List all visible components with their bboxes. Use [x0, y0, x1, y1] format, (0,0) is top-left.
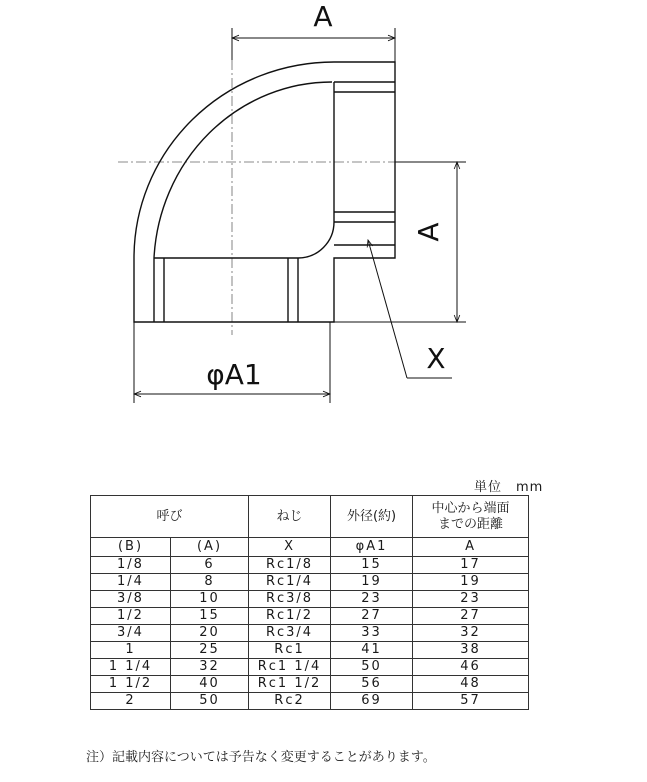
size-a-cell: 15	[171, 608, 249, 625]
header-thread: ねじ	[249, 496, 331, 538]
size-a-cell: 10	[171, 591, 249, 608]
table-row	[91, 625, 529, 642]
dimension-top	[232, 28, 395, 62]
table-row	[91, 591, 529, 608]
size-b-cell: 3/4	[91, 625, 171, 642]
outer-diameter-cell: 33	[331, 625, 413, 642]
thread-cell: Rc1/2	[249, 608, 331, 625]
outer-diameter-cell: 23	[331, 591, 413, 608]
size-b-cell: 1/4	[91, 574, 171, 591]
outer-diameter-cell: 15	[331, 557, 413, 574]
dimension-top-label: A	[313, 0, 333, 33]
table-row	[91, 676, 529, 693]
thread-cell: Rc1/8	[249, 557, 331, 574]
dimension-right-label: A	[412, 222, 445, 242]
thread-cell: Rc1/4	[249, 574, 331, 591]
size-a-cell: 40	[171, 676, 249, 693]
size-b-cell: 1 1/2	[91, 676, 171, 693]
spec-table	[90, 495, 529, 710]
outer-diameter-cell: 50	[331, 659, 413, 676]
center-lines	[118, 60, 410, 335]
thread-cell: Rc3/4	[249, 625, 331, 642]
table-row	[91, 574, 529, 591]
table-row	[91, 659, 529, 676]
size-b-cell: 3/8	[91, 591, 171, 608]
thread-cell: Rc3/8	[249, 591, 331, 608]
subheader-x: X	[249, 538, 331, 557]
distance-cell: 48	[413, 676, 529, 693]
dimension-bottom-label: φA1	[206, 358, 262, 391]
header-outer-diameter: 外径(約)	[331, 496, 413, 538]
table-header-row	[91, 496, 529, 538]
table-subheader-row	[91, 538, 529, 557]
size-b-cell: 1	[91, 642, 171, 659]
subheader-a1: φA1	[331, 538, 413, 557]
distance-cell: 38	[413, 642, 529, 659]
header-center-to-end-line1: 中心から端面	[431, 500, 510, 516]
unit-label: 単位 mm	[474, 480, 544, 495]
size-a-cell: 20	[171, 625, 249, 642]
subheader-a: (A)	[171, 538, 249, 557]
size-b-cell: 2	[91, 693, 171, 710]
table-row	[91, 693, 529, 710]
header-center-to-end	[413, 496, 529, 538]
distance-cell: 27	[413, 608, 529, 625]
thread-cell: Rc1 1/4	[249, 659, 331, 676]
size-a-cell: 32	[171, 659, 249, 676]
table-row	[91, 608, 529, 625]
distance-cell: 17	[413, 557, 529, 574]
distance-cell: 46	[413, 659, 529, 676]
distance-cell: 23	[413, 591, 529, 608]
outer-diameter-cell: 41	[331, 642, 413, 659]
size-b-cell: 1 1/4	[91, 659, 171, 676]
thread-cell: Rc1 1/2	[249, 676, 331, 693]
distance-cell: 57	[413, 693, 529, 710]
size-a-cell: 50	[171, 693, 249, 710]
header-nominal: 呼び	[91, 496, 249, 538]
outer-diameter-cell: 27	[331, 608, 413, 625]
dimension-right	[334, 162, 466, 322]
distance-cell: 32	[413, 625, 529, 642]
outer-diameter-cell: 19	[331, 574, 413, 591]
outer-diameter-cell: 56	[331, 676, 413, 693]
disclaimer-note: 注）記載内容については予告なく変更することがあります。	[86, 750, 436, 765]
size-b-cell: 1/2	[91, 608, 171, 625]
elbow-body	[134, 62, 395, 322]
table-row	[91, 642, 529, 659]
thread-cell: Rc1	[249, 642, 331, 659]
header-center-to-end-line2: までの距離	[438, 516, 504, 532]
outer-diameter-cell: 69	[331, 693, 413, 710]
table-row	[91, 557, 529, 574]
size-a-cell: 8	[171, 574, 249, 591]
distance-cell: 19	[413, 574, 529, 591]
subheader-b: (B)	[91, 538, 171, 557]
subheader-dist: A	[413, 538, 529, 557]
thread-leader-label: X	[426, 342, 446, 375]
size-b-cell: 1/8	[91, 557, 171, 574]
size-a-cell: 6	[171, 557, 249, 574]
thread-cell: Rc2	[249, 693, 331, 710]
size-a-cell: 25	[171, 642, 249, 659]
